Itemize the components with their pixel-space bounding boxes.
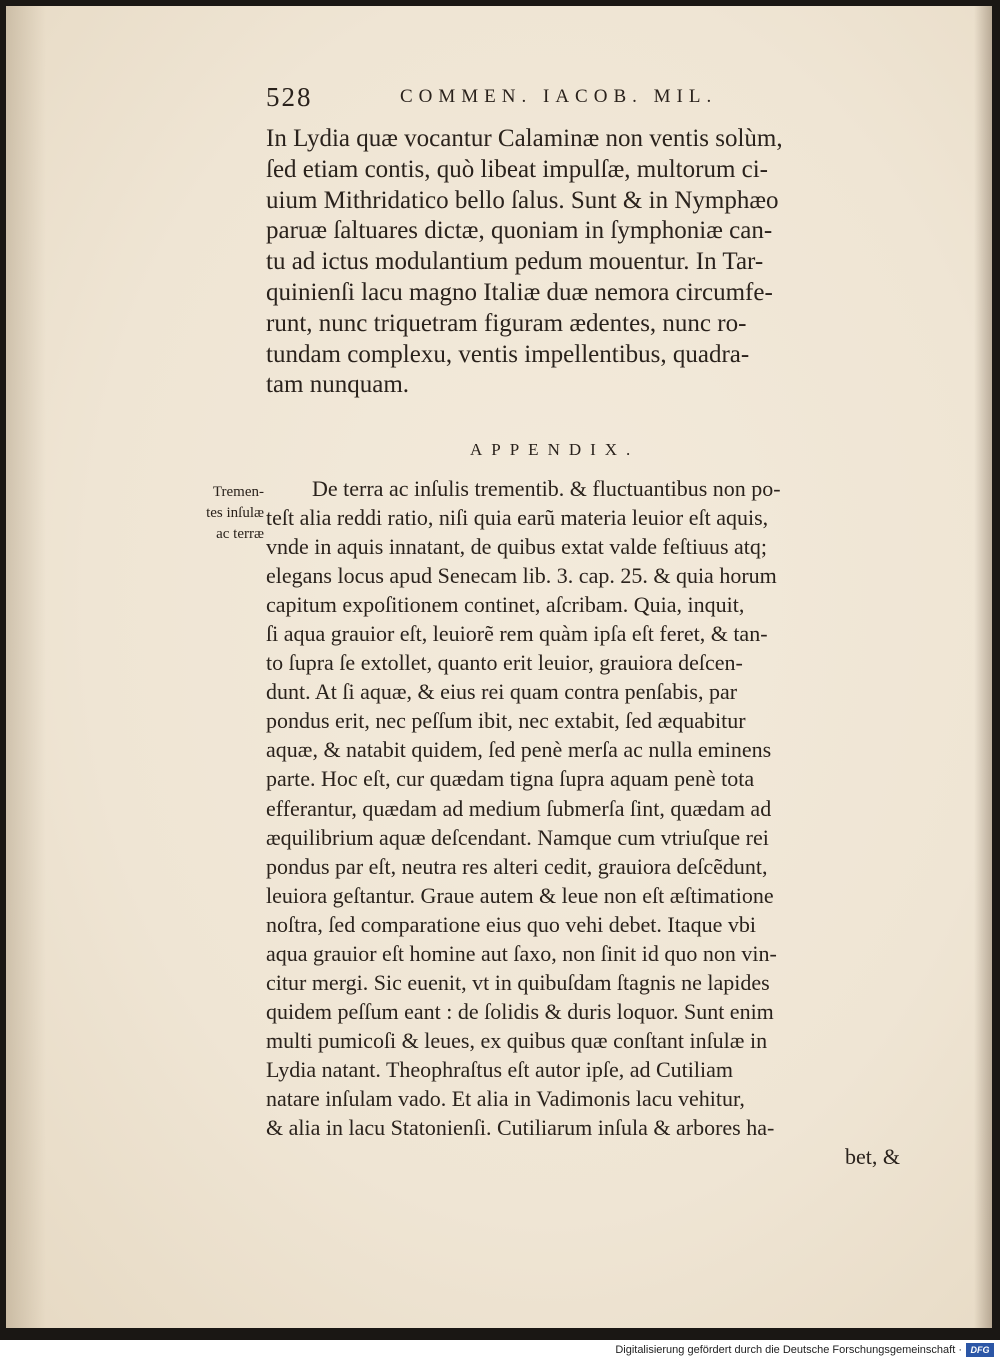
text-line: æquilibrium aquæ deſcendant. Namque cum vtriuſque rei [266, 824, 769, 850]
margin-note-line: tes inſulæ [206, 505, 264, 521]
text-line: elegans locus apud Senecam lib. 3. cap. 25. & quia horum [266, 563, 777, 589]
text-line: leuiora geſtantur. Graue autem & leue non eſt æſtimatione [266, 882, 774, 908]
body-text-top [266, 124, 906, 401]
text-line: multi pumicoſi & leues, ex quibus quæ conſtant inſulæ in [266, 1027, 768, 1053]
page-edge-shadow [974, 6, 992, 1328]
running-head: COMMEN. IACOB. MIL. [400, 86, 718, 107]
gutter-shadow [6, 6, 46, 1328]
dfg-logo[interactable]: DFG [966, 1343, 994, 1357]
text-line: In Lydia quæ vocantur Calaminæ non ventis solùm, [266, 125, 783, 152]
text-line: noſtra, ſed comparatione eius quo vehi debet. Itaque vbi [266, 911, 756, 937]
text-line: to ſupra ſe extollet, quanto erit leuior, grauiora deſcen- [266, 650, 743, 676]
text-line: tundam complexu, ventis impellentibus, quadra- [266, 340, 750, 368]
funding-credit: Digitalisierung gefördert durch die Deutsche Forschungsgemeinschaft · [615, 1344, 962, 1356]
text-line: uium Mithridatico bello ſalus. Sunt & in Nymphæo [266, 186, 779, 214]
text-line: ſed etiam contis, quò libeat impulſæ, multorum ci- [266, 155, 769, 183]
text-line: teſt alia reddi ratio, niſi quia earũ materia leuior eſt aquis, [266, 505, 769, 531]
body-text-appendix [266, 474, 906, 1171]
page-number: 528 [266, 82, 313, 112]
text-line: ſi aqua grauior eſt, leuiorẽ rem quàm ipſa eſt feret, & tan- [266, 621, 768, 647]
text-line: quinienſi lacu magno Italiæ duæ nemora circumfe- [266, 278, 773, 306]
text-line: pondus erit, nec peſſum ibit, nec extabit, ſed æquabitur [266, 708, 746, 734]
text-line: citur mergi. Sic euenit, vt in quibuſdam ſtagnis ne lapides [266, 969, 770, 995]
text-line: & alia in lacu Statonienſi. Cutiliarum inſula & arbores ha- [266, 1115, 775, 1141]
catchword-line: bet, & [845, 1144, 900, 1170]
text-line: vnde in aquis innatant, de quibus extat valde feſtiuus atq; [266, 534, 767, 560]
text-line: natare inſulam vado. Et alia in Vadimonis lacu vehitur, [266, 1085, 745, 1111]
text-line: aqua grauior eſt homine aut ſaxo, non ſinit id quo non vin- [266, 940, 777, 966]
text-line: tam nunquam. [266, 371, 410, 399]
page-header [266, 82, 906, 122]
text-line: efferantur, quædam ad medium ſubmerſa ſint, quædam ad [266, 795, 772, 821]
text-line: parte. Hoc eſt, cur quædam tigna ſupra aquam penè tota [266, 766, 755, 792]
text-line: paruæ ſaltuares dictæ, quoniam in ſymphoniæ can- [266, 217, 773, 245]
text-line: tu ad ictus modulantium pedum mouentur. In Tar- [266, 248, 764, 276]
text-line: pondus par eſt, neutra res alteri cedit, grauiora deſcẽdunt, [266, 853, 768, 879]
section-title: APPENDIX. [470, 440, 640, 459]
margin-note-line: ac terræ [216, 526, 264, 542]
text-line: Lydia natant. Theophraſtus eſt autor ipſe, ad Cutiliam [266, 1056, 733, 1082]
text-line: capitum expoſitionem continet, aſcribam. Quia, inquit, [266, 592, 745, 618]
margin-note-line: Tremen- [212, 484, 264, 500]
footer-bar [0, 1340, 1000, 1362]
text-line: runt, nunc triquetram figuram ædentes, nunc ro- [266, 309, 747, 337]
margin-note [156, 482, 264, 545]
text-line: De terra ac inſulis trementib. & fluctuantibus non po- [312, 476, 781, 501]
text-line: dunt. At ſi aquæ, & eius rei quam contra penſabis, par [266, 679, 738, 705]
text-line: aquæ, & natabit quidem, ſed penè merſa ac nulla eminens [266, 737, 772, 763]
text-line: quidem peſſum eant : de ſolidis & duris loquor. Sunt enim [266, 998, 774, 1024]
